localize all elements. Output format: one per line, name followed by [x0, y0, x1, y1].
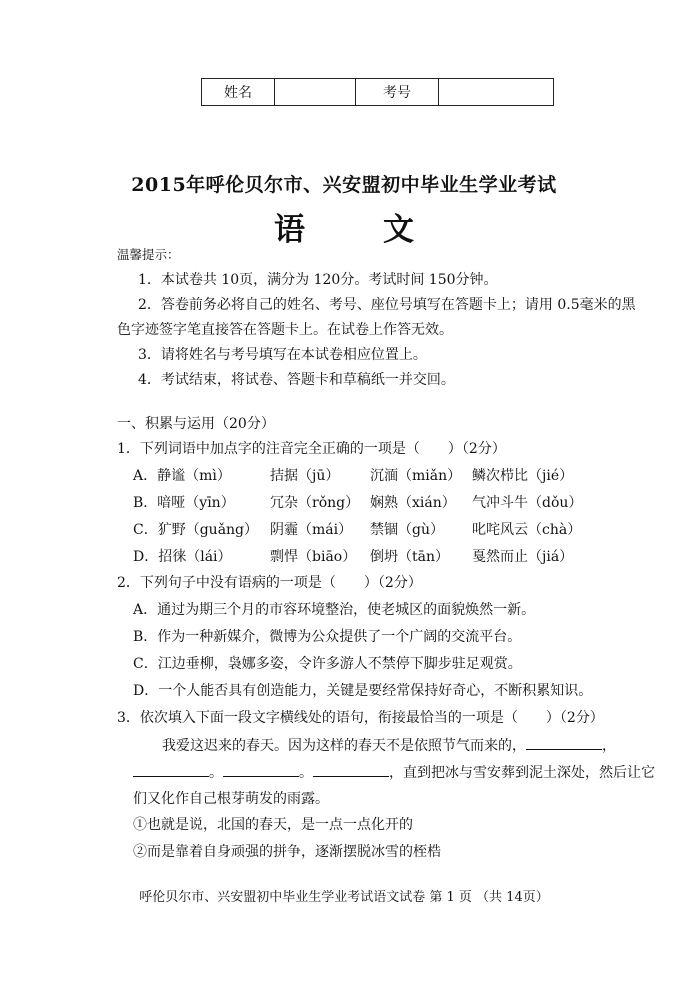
- passage-text: ，: [602, 738, 616, 754]
- q2-option: B．作为一种新媒介，微博为公众提供了一个广阔的交流平台。: [133, 629, 522, 645]
- passage-line: [133, 764, 655, 782]
- blank-line: [526, 737, 602, 750]
- passage-text: 。: [299, 765, 313, 781]
- passage-text: 。: [209, 765, 223, 781]
- option-d-3: 倒坍（tān）: [370, 549, 449, 565]
- option-a-3: 沉湎（miǎn）: [370, 468, 462, 484]
- blank-line: [133, 764, 209, 777]
- option-b-2: 冗杂（rǒng）: [270, 495, 360, 511]
- option-d-1: D．招徕（lái）: [133, 549, 232, 565]
- option-c-1: C．犷野（guǎng）: [133, 522, 259, 538]
- option-c-4: 叱咤风云（chà）: [472, 522, 582, 538]
- option-d-4: 戛然而止（jiá）: [472, 549, 574, 565]
- option-a-2: 拮据（jū）: [270, 468, 340, 484]
- name-label: 姓名: [202, 79, 275, 106]
- id-field[interactable]: [439, 79, 554, 106]
- tip-item: 1．本试卷共 10页，满分为 120分。考试时间 150分钟。: [138, 272, 498, 288]
- blank-line: [313, 764, 389, 777]
- option-a-4: 鳞次栉比（jié）: [472, 468, 574, 484]
- option-a-1: A．静谧（mì）: [133, 468, 231, 484]
- page-footer: 呼伦贝尔市、兴安盟初中毕业生学业考试语文试卷 第 1 页 （共 14页）: [139, 890, 549, 905]
- exam-title: 2015年呼伦贝尔市、兴安盟初中毕业生学业考试: [131, 174, 557, 196]
- name-field[interactable]: [275, 79, 356, 106]
- tip-item: 3．请将姓名与考号填写在本试卷相应位置上。: [138, 347, 427, 363]
- option-c-3: 禁锢（gù）: [370, 522, 444, 538]
- tip-item: 2．答卷前务必将自己的姓名、考号、座位号填写在答题卡上；请用 0.5毫米的黑: [138, 297, 636, 313]
- passage-text: 我爱这迟来的春天。因为这样的春天不是依照节气而来的，: [162, 738, 526, 754]
- passage-line: 们又化作自己根芽萌发的雨露。: [133, 791, 329, 807]
- option-b-4: 气冲斗牛（dǒu）: [472, 495, 583, 511]
- passage-text: ，直到把冰与雪安葬到泥土深处，然后让它: [389, 765, 655, 781]
- question-stem: 1．下列词语中加点字的注音完全正确的一项是（ ）（2分）: [117, 441, 506, 457]
- option-b-1: B．喑哑（yīn）: [133, 495, 235, 511]
- q2-option: C．江边垂柳，袅娜多姿，令许多游人不禁停下脚步驻足观赏。: [133, 656, 522, 672]
- id-label: 考号: [356, 79, 439, 106]
- tip-item: 4．考试结束，将试卷、答题卡和草稿纸一并交回。: [138, 372, 455, 388]
- q3-item: ②而是靠着自身顽强的拼争，逐渐摆脱冰雪的桎梏: [133, 844, 441, 860]
- q3-item: ①也就是说，北国的春天，是一点一点化开的: [133, 817, 413, 833]
- name-id-table: [201, 78, 554, 106]
- question-stem: 3．依次填入下面一段文字横线处的语句，衔接最恰当的一项是（ ）（2分）: [117, 710, 604, 726]
- passage-line: [162, 737, 616, 755]
- question-stem: 2．下列句子中没有语病的一项是（ ）（2分）: [117, 575, 422, 591]
- option-c-2: 阴霾（mái）: [270, 522, 353, 538]
- q2-option: A．通过为期三个月的市容环境整治，使老城区的面貌焕然一新。: [133, 602, 536, 618]
- q2-option: D．一个人能否具有创造能力，关键是要经常保持好奇心，不断积累知识。: [133, 683, 593, 699]
- subject-title: 语文: [274, 212, 492, 248]
- tips-heading: 温馨提示：: [117, 247, 180, 262]
- option-b-3: 娴熟（xián）: [370, 495, 456, 511]
- blank-line: [223, 764, 299, 777]
- tip-item: 色字迹签字笔直接答在答题卡上。在试卷上作答无效。: [117, 322, 453, 338]
- section-heading: 一、积累与运用（20分）: [117, 416, 275, 432]
- option-d-2: 剽悍（biāo）: [270, 549, 357, 565]
